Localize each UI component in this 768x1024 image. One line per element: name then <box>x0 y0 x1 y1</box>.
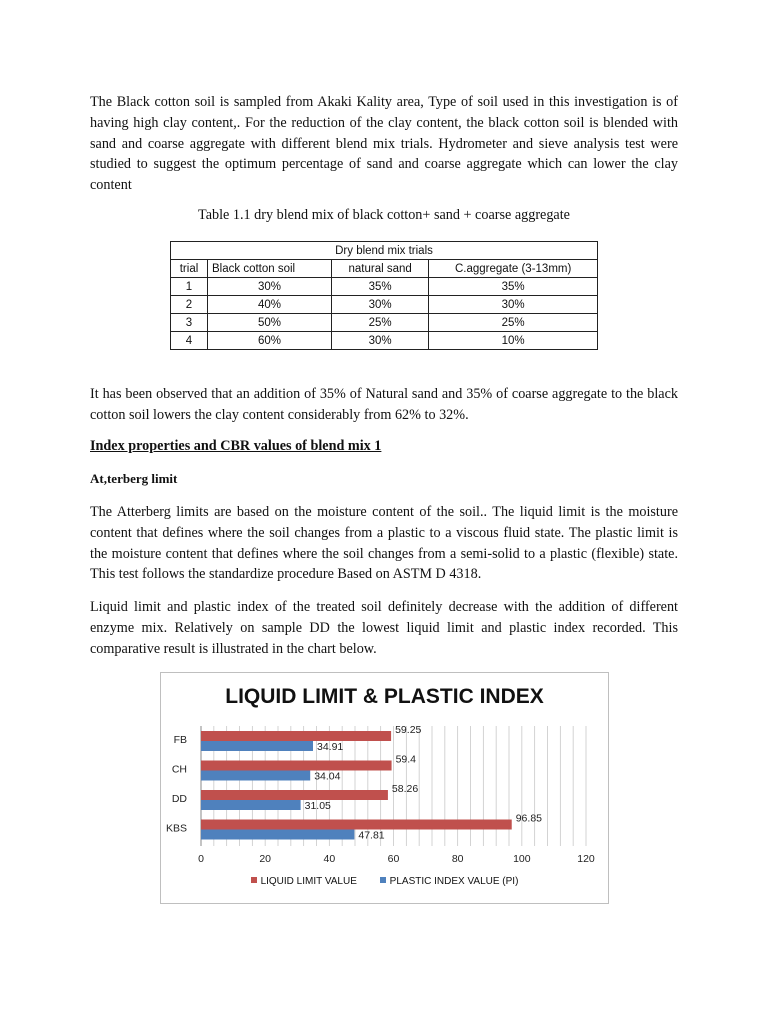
legend-swatch <box>251 877 257 883</box>
chart-container <box>160 672 609 904</box>
comparison-paragraph: Liquid limit and plastic index of the treated soil definitely decrease with the addition of different enzyme mix. Relatively on sample DD the lowest liquid limit and plastic index recorded. This comparative result is illustrated in the chart below. <box>90 599 678 657</box>
table-row <box>171 278 598 296</box>
table-cell: 35% <box>429 278 598 296</box>
bar-liquid-limit <box>201 820 512 830</box>
category-label: DD <box>171 793 187 805</box>
table-cell: 10% <box>429 332 598 350</box>
bar-chart <box>161 673 608 873</box>
data-label-liquid-limit: 59.4 <box>395 753 417 766</box>
bar-plastic-index <box>201 830 354 840</box>
x-tick-label: 0 <box>198 853 204 865</box>
table-header-black-cotton: Black cotton soil <box>208 260 332 278</box>
table-caption: Table 1.1 dry blend mix of black cotton+ sand + coarse aggregate <box>198 207 570 223</box>
category-label: FB <box>173 734 187 746</box>
bar-liquid-limit <box>201 790 388 800</box>
atterberg-paragraph: The Atterberg limits are based on the moisture content of the soil.. The liquid limit is the moisture content that defines where the soil changes from a plastic to a viscous fluid state. The plastic limit is the moisture content that defines where the soil changes from a semi-solid to a plastic (flexible) state. This test follows the standardize procedure Based on ASTM D 4318. <box>90 504 678 583</box>
section-heading: Index properties and CBR values of blend mix 1 <box>90 438 382 454</box>
legend-label: LIQUID LIMIT VALUE <box>260 876 357 887</box>
category-label: KBS <box>165 822 187 835</box>
table-header-aggregate: C.aggregate (3-13mm) <box>429 260 598 278</box>
data-label-plastic-index: 47.81 <box>358 829 385 842</box>
table-cell: 50% <box>208 314 332 332</box>
data-label-liquid-limit: 58.26 <box>391 783 419 795</box>
data-label-plastic-index: 31.05 <box>304 800 331 812</box>
chart-title: LIQUID LIMIT & PLASTIC INDEX <box>225 685 544 708</box>
table-cell: 60% <box>208 332 332 350</box>
table-cell: 1 <box>171 278 208 296</box>
table-cell: 40% <box>208 296 332 314</box>
table-group-header: Dry blend mix trials <box>171 242 598 260</box>
x-tick-label: 100 <box>513 853 531 865</box>
category-label: CH <box>171 763 187 776</box>
bar-liquid-limit <box>201 761 392 771</box>
x-tick-label: 120 <box>577 853 595 865</box>
observation-paragraph: It has been observed that an addition of 35% of Natural sand and 35% of coarse aggregate to the black cotton soil lowers the clay content considerably from 62% to 32%. <box>90 386 678 423</box>
chart-legend <box>161 876 608 887</box>
blend-table <box>170 241 598 350</box>
table-row <box>171 296 598 314</box>
table-cell: 30% <box>429 296 598 314</box>
table-cell: 3 <box>171 314 208 332</box>
table-header-trial: trial <box>171 260 208 278</box>
table-row <box>171 332 598 350</box>
bar-liquid-limit <box>201 731 391 741</box>
table-cell: 30% <box>208 278 332 296</box>
table-header-row <box>171 260 598 278</box>
legend-swatch <box>380 877 386 883</box>
data-label-liquid-limit: 59.25 <box>395 724 422 736</box>
data-label-plastic-index: 34.91 <box>317 741 344 753</box>
table-row <box>171 314 598 332</box>
table-cell: 30% <box>331 296 428 314</box>
table-group-header-row <box>171 242 598 260</box>
x-tick-label: 60 <box>387 853 400 865</box>
data-label-liquid-limit: 96.85 <box>515 812 543 825</box>
legend-label: PLASTIC INDEX VALUE (PI) <box>389 876 519 887</box>
x-tick-label: 80 <box>451 853 464 865</box>
bar-plastic-index <box>201 741 313 751</box>
table-cell: 2 <box>171 296 208 314</box>
legend-item-liquid-limit <box>251 876 357 887</box>
x-tick-label: 40 <box>323 853 336 865</box>
data-label-plastic-index: 34.04 <box>314 770 341 783</box>
table-cell: 4 <box>171 332 208 350</box>
legend-item-plastic-index <box>380 876 519 887</box>
table-cell: 30% <box>331 332 428 350</box>
bar-plastic-index <box>201 771 310 781</box>
x-tick-label: 20 <box>259 853 272 865</box>
intro-paragraph: The Black cotton soil is sampled from Akaki Kality area, Type of soil used in this investigation is of having high clay content,. For the reduction of the clay content, the black cotton soil is blended with sand and coarse aggregate with different blend mix trials. Hydrometer and sieve analysis test were studied to suggest the optimum percentage of sand and coarse aggregate which can lower the clay content <box>90 94 678 194</box>
table-cell: 25% <box>429 314 598 332</box>
bar-plastic-index <box>201 800 301 810</box>
section-subheading: At,terberg limit <box>90 471 178 486</box>
table-cell: 25% <box>331 314 428 332</box>
table-header-natural-sand: natural sand <box>331 260 428 278</box>
table-cell: 35% <box>331 278 428 296</box>
